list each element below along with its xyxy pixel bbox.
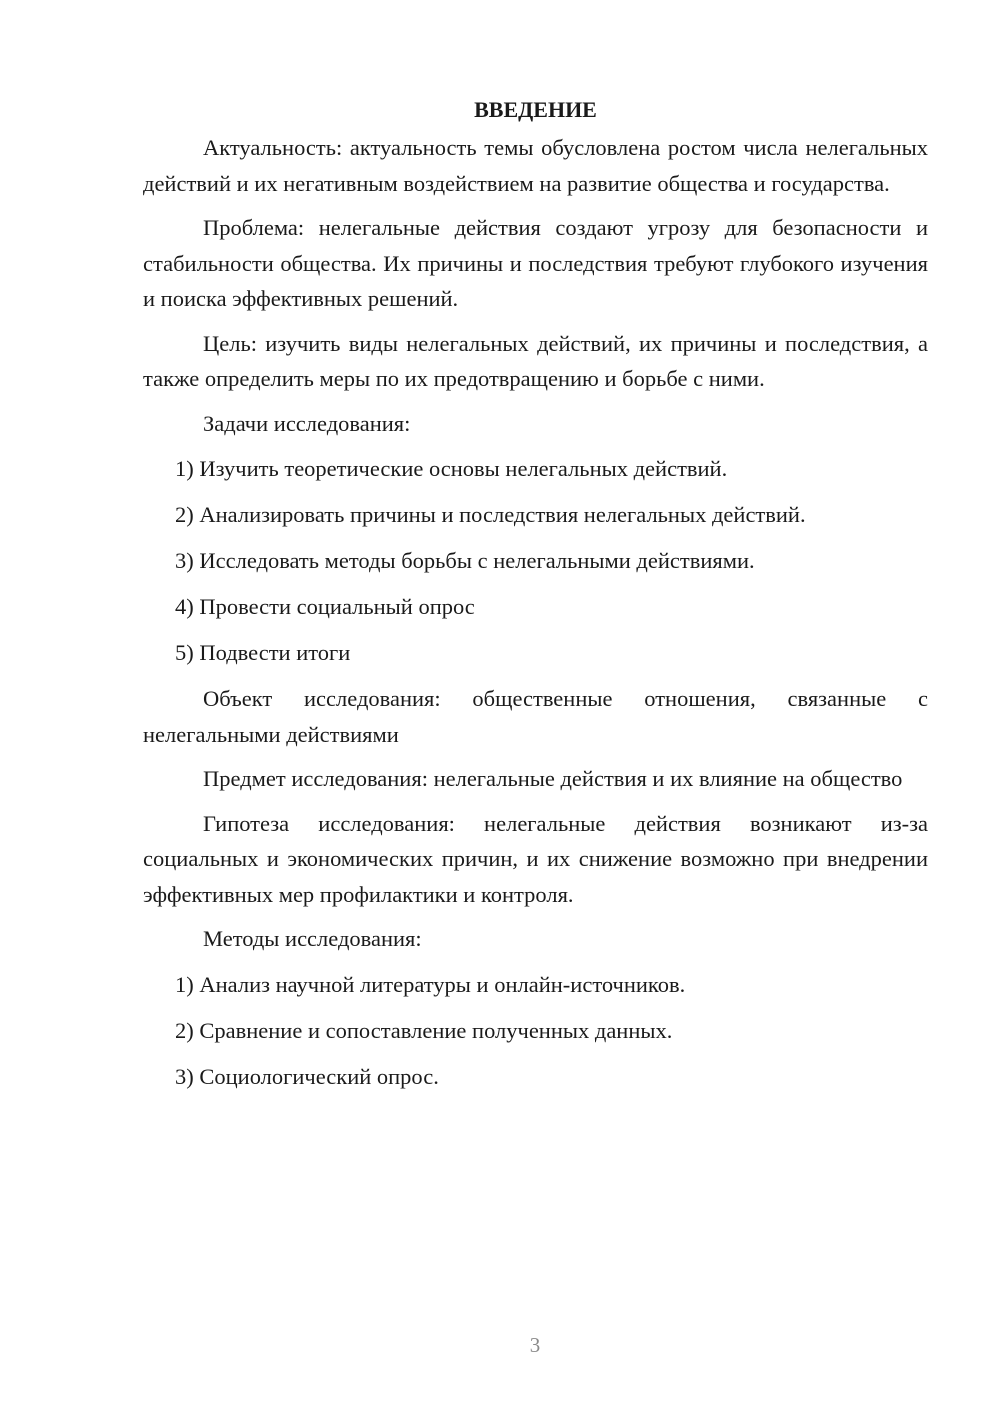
paragraph-goal: Цель: изучить виды нелегальных действий, их причины и последствия, а также определить меры по их предотвращению и борьбе с ними.	[143, 330, 928, 391]
list-item: 2) Анализировать причины и последствия нелегальных действий.	[175, 502, 806, 527]
paragraph-relevance: Актуальность: актуальность темы обусловлена ростом числа нелегальных действий и их негативным воздействием на развитие общества и государства.	[143, 135, 928, 196]
list-item: 5) Подвести итоги	[175, 640, 351, 665]
document-title: ВВЕДЕНИЕ	[474, 97, 597, 122]
list-item: 1) Изучить теоретические основы нелегальных действий.	[175, 456, 728, 481]
page-number: 3	[529, 1333, 541, 1357]
paragraph-hypothesis: Гипотеза исследования: нелегальные действия возникают из-за социальных и экономических причин, и их снижение возможно при внедрении эффективных мер профилактики и контроля.	[143, 810, 928, 907]
list-item: 4) Провести социальный опрос	[175, 594, 475, 619]
document-page	[143, 92, 928, 1105]
list-item: 2) Сравнение и сопоставление полученных данных.	[175, 1017, 673, 1043]
methods-list	[143, 967, 928, 1095]
list-item: 3) Социологический опрос.	[175, 1063, 439, 1089]
methods-heading: Методы исследования:	[203, 926, 422, 951]
paragraph-problem: Проблема: нелегальные действия создают угрозу для безопасности и стабильности общества. Их причины и последствия требуют глубокого изучения и поиска эффективных решений.	[143, 215, 928, 311]
paragraph-subject: Предмет исследования: нелегальные действия и их влияние на общество	[203, 766, 903, 791]
paragraph-object: Объект исследования: общественные отношения, связанные с нелегальными действиями	[143, 686, 928, 747]
list-item: 3) Исследовать методы борьбы с нелегальными действиями.	[175, 548, 755, 573]
tasks-heading: Задачи исследования:	[203, 410, 411, 436]
tasks-list	[143, 451, 928, 671]
list-item: 1) Анализ научной литературы и онлайн-источников.	[175, 971, 686, 997]
